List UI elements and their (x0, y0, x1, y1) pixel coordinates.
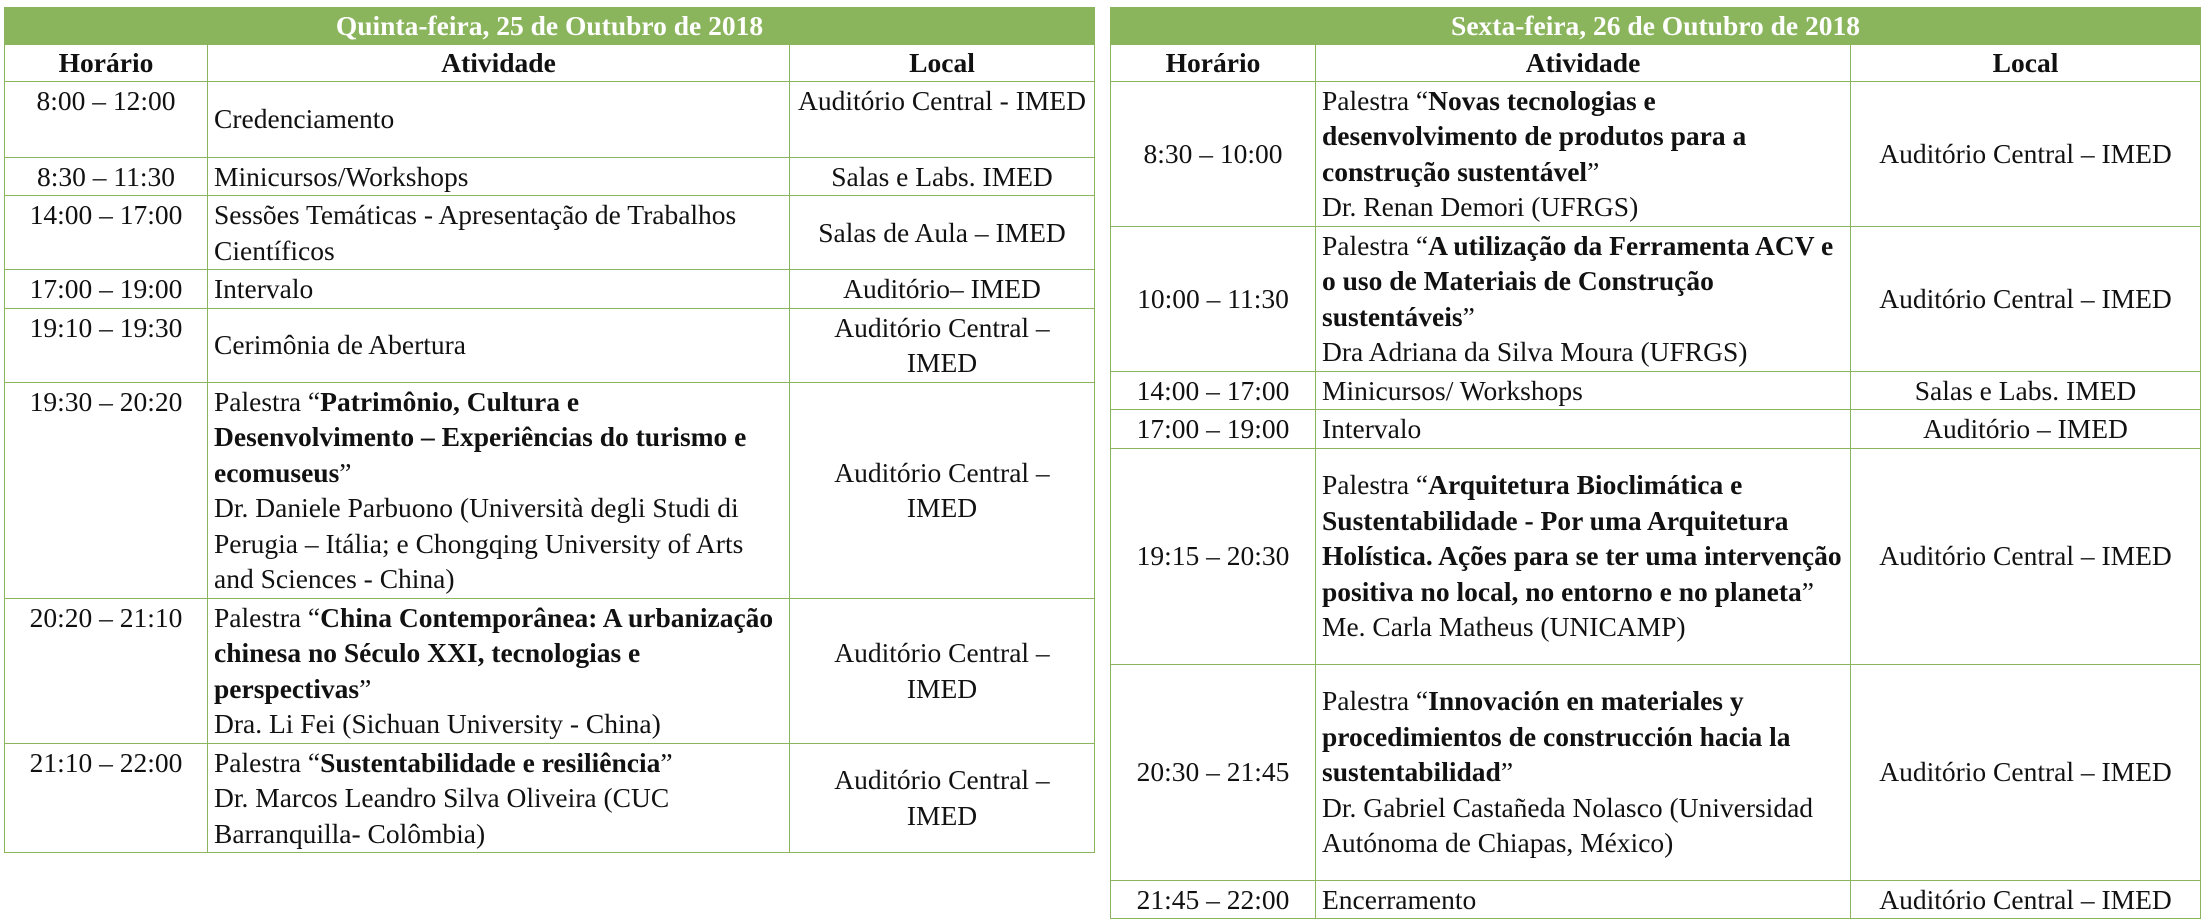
talk-suffix: ” (1801, 575, 1814, 607)
location-cell: Auditório Central – IMED (790, 598, 1095, 743)
location-cell: Auditório Central – IMED (790, 743, 1095, 853)
location-cell: Salas e Labs. IMED (790, 157, 1095, 196)
talk-title: China Contemporânea: A urbanização chinesa no Século XXI, tecnologias e perspectivas (214, 601, 774, 704)
activity-cell: Minicursos/Workshops (208, 157, 790, 196)
table-row (5, 157, 1095, 196)
column-header-activity: Atividade (1316, 44, 1851, 81)
location-cell: Auditório – IMED (1851, 410, 2201, 449)
talk-prefix: Palestra “ (1322, 685, 1429, 717)
speaker: Dr. Marcos Leandro Silva Oliveira (CUC Barranquilla- Colômbia) (214, 782, 670, 849)
table-row (1111, 448, 2201, 664)
activity-cell: Intervalo (1316, 410, 1851, 449)
talk-prefix: Palestra “ (214, 601, 321, 633)
talk-prefix: Palestra “ (1322, 84, 1429, 116)
talk-suffix: ” (660, 746, 673, 778)
speaker: Dr. Renan Demori (UFRGS) (1322, 191, 1639, 222)
time-cell: 8:30 – 11:30 (5, 157, 208, 196)
table-row (5, 598, 1095, 743)
time-cell: 19:15 – 20:30 (1111, 448, 1316, 664)
table-row (5, 382, 1095, 598)
table-row (5, 196, 1095, 270)
talk-prefix: Palestra “ (1322, 229, 1429, 261)
talk-prefix: Palestra “ (214, 746, 321, 778)
speaker: Dra. Li Fei (Sichuan University - China) (214, 708, 661, 739)
speaker: Dr. Daniele Parbuono (Università degli Studi di Perugia – Itália; e Chongqing University of Arts and Sciences - China) (214, 492, 744, 594)
location-cell: Auditório Central – IMED (1851, 81, 2201, 226)
time-cell: 17:00 – 19:00 (1111, 410, 1316, 449)
time-cell: 21:10 – 22:00 (5, 743, 208, 853)
schedule-table-thursday (4, 7, 1095, 853)
location-cell: Auditório Central - IMED (790, 81, 1095, 157)
location-cell: Auditório– IMED (790, 270, 1095, 309)
activity-cell: Credenciamento (208, 81, 790, 157)
location-cell: Salas de Aula – IMED (790, 196, 1095, 270)
activity-cell: Intervalo (208, 270, 790, 309)
column-header-time: Horário (5, 44, 208, 81)
talk-title: Sustentabilidade e resiliência (320, 746, 661, 778)
talk-title: Novas tecnologias e desenvolvimento de produtos para a construção sustentável (1322, 84, 1747, 187)
column-header-time: Horário (1111, 44, 1316, 81)
time-cell: 20:30 – 21:45 (1111, 664, 1316, 880)
activity-cell: Encerramento (1316, 880, 1851, 919)
activity-cell (1316, 664, 1851, 880)
time-cell: 21:45 – 22:00 (1111, 880, 1316, 919)
table-row (1111, 81, 2201, 226)
talk-suffix: ” (359, 672, 372, 704)
column-header-location: Local (1851, 44, 2201, 81)
location-cell: Auditório Central – IMED (1851, 448, 2201, 664)
activity-cell (1316, 226, 1851, 371)
talk-suffix: ” (1500, 756, 1514, 788)
activity-cell: Minicursos/ Workshops (1316, 371, 1851, 410)
schedule-table-friday (1110, 7, 2201, 919)
location-cell: Auditório Central – IMED (790, 308, 1095, 382)
time-cell: 19:10 – 19:30 (5, 308, 208, 382)
speaker: Me. Carla Matheus (UNICAMP) (1322, 611, 1686, 643)
day-title: Sexta-feira, 26 de Outubro de 2018 (1111, 8, 2201, 45)
table-row (1111, 664, 2201, 880)
table-row (1111, 410, 2201, 449)
time-cell: 10:00 – 11:30 (1111, 226, 1316, 371)
time-cell: 14:00 – 17:00 (5, 196, 208, 270)
talk-title: Innovación en materiales y procedimientos de construcción hacia la sustentabilidad (1322, 685, 1791, 788)
talk-title: A utilização da Ferramenta ACV e o uso de Materiais de Construção sustentáveis (1322, 229, 1834, 332)
column-header-activity: Atividade (208, 44, 790, 81)
time-cell: 14:00 – 17:00 (1111, 371, 1316, 410)
location-cell: Auditório Central – IMED (1851, 226, 2201, 371)
table-row (5, 81, 1095, 157)
activity-cell: Sessões Temáticas - Apresentação de Trabalhos Científicos (208, 196, 790, 270)
talk-title: Arquitetura Bioclimática e Sustentabilidade - Por uma Arquitetura Holística. Ações para se ter uma intervenção positiva no local, no entorno e no planeta (1322, 469, 1842, 607)
activity-cell (1316, 81, 1851, 226)
time-cell: 8:00 – 12:00 (5, 81, 208, 157)
column-header-location: Local (790, 44, 1095, 81)
talk-prefix: Palestra “ (1322, 469, 1429, 501)
table-row (5, 308, 1095, 382)
activity-cell: Cerimônia de Abertura (208, 308, 790, 382)
activity-cell (208, 598, 790, 743)
table-row (1111, 226, 2201, 371)
activity-cell (1316, 448, 1851, 664)
talk-suffix: ” (339, 456, 352, 488)
time-cell: 19:30 – 20:20 (5, 382, 208, 598)
table-row (5, 270, 1095, 309)
location-cell: Salas e Labs. IMED (1851, 371, 2201, 410)
location-cell: Auditório Central – IMED (1851, 880, 2201, 919)
activity-cell (208, 382, 790, 598)
location-cell: Auditório Central – IMED (790, 382, 1095, 598)
time-cell: 17:00 – 19:00 (5, 270, 208, 309)
day-title: Quinta-feira, 25 de Outubro de 2018 (5, 8, 1095, 45)
talk-prefix: Palestra “ (214, 385, 321, 417)
talk-suffix: ” (1587, 155, 1600, 187)
table-row (5, 743, 1095, 853)
talk-suffix: ” (1462, 300, 1475, 332)
time-cell: 20:20 – 21:10 (5, 598, 208, 743)
speaker: Dra Adriana da Silva Moura (UFRGS) (1322, 336, 1748, 367)
location-cell: Auditório Central – IMED (1851, 664, 2201, 880)
table-row (1111, 880, 2201, 919)
table-row (1111, 371, 2201, 410)
speaker: Dr. Gabriel Castañeda Nolasco (Universidad Autónoma de Chiapas, México) (1322, 791, 1814, 859)
time-cell: 8:30 – 10:00 (1111, 81, 1316, 226)
talk-title: Patrimônio, Cultura e Desenvolvimento – Experiências do turismo e ecomuseus (214, 385, 747, 488)
activity-cell (208, 743, 790, 853)
